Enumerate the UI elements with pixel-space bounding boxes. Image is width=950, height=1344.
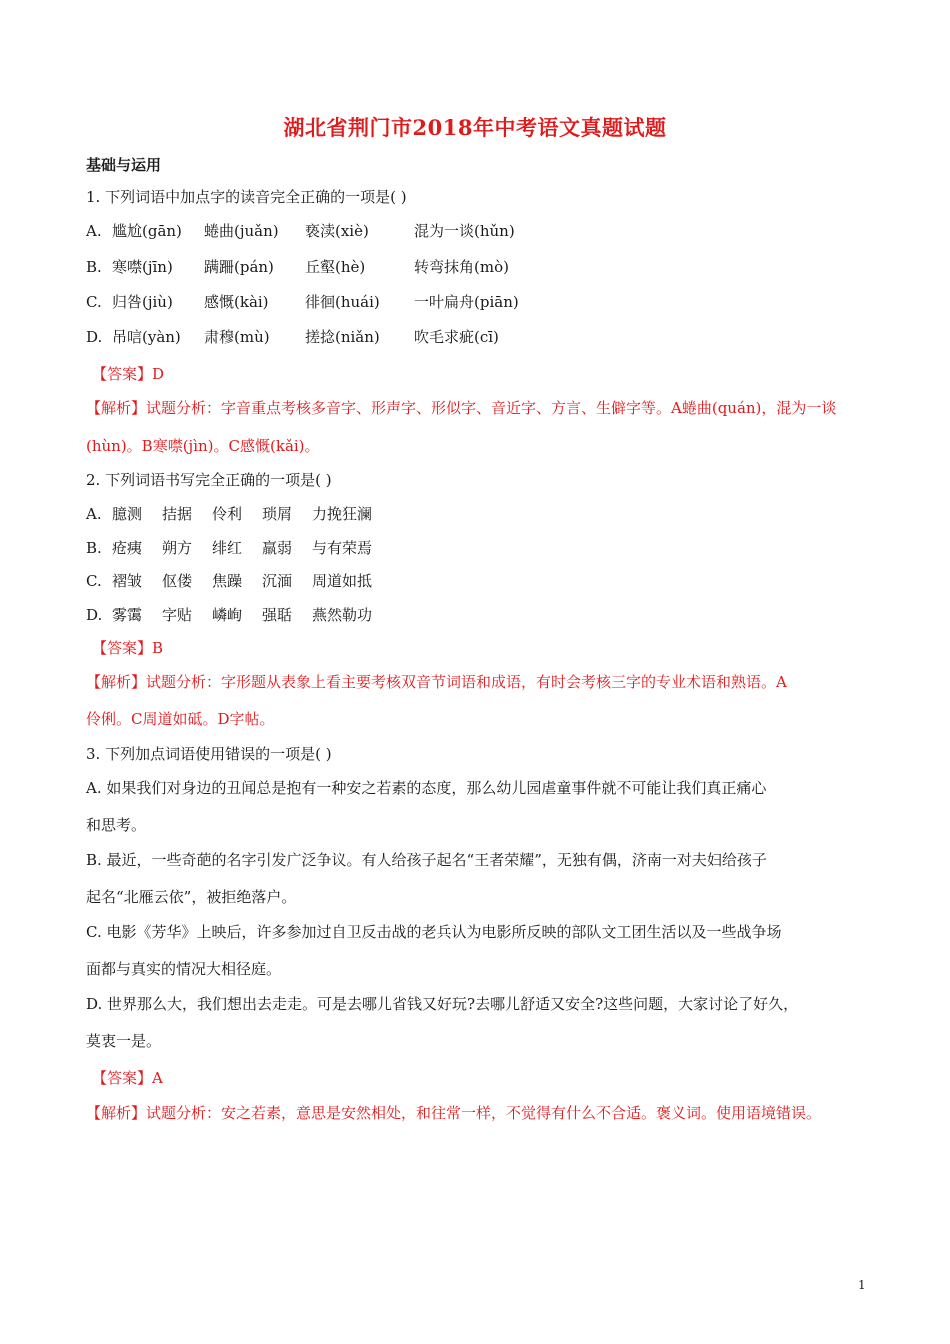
option-item: 周道如抵: [312, 572, 373, 590]
option-item: 吹毛求疵(cī): [414, 328, 499, 346]
option-item: 丘壑(hè): [305, 258, 366, 276]
option-label: C.: [86, 293, 102, 311]
option-label: B.: [86, 258, 102, 276]
q2-analysis-line-1: 【解析】试题分析：字形题从表象上看主要考核双音节词语和成语，有时会考核三字的专业术语和熟语。A: [86, 673, 787, 691]
page-number: 1: [858, 1278, 866, 1292]
option-item: 雾霭: [112, 606, 143, 624]
q3-option-d-line-2: 莫衷一是。: [86, 1032, 162, 1050]
q3-analysis: 【解析】试题分析：安之若素，意思是安然相处，和往常一样，不觉得有什么不合适。褒义词。使用语境错误。: [86, 1104, 822, 1122]
q2-option-c: [86, 571, 432, 591]
option-item: 臆测: [112, 505, 143, 523]
option-item: 沉湎: [262, 572, 293, 590]
option-label: A.: [86, 222, 102, 240]
q3-stem: 3. 下列加点词语使用错误的一项是( ): [86, 745, 332, 763]
option-item: 褶皱: [112, 572, 143, 590]
q2-option-a: [86, 504, 432, 524]
option-item: 强聒: [262, 606, 293, 624]
option-item: 朔方: [162, 539, 193, 557]
option-item: 一叶扁舟(piān): [414, 293, 519, 311]
option-item: 搓捻(niǎn): [305, 328, 380, 346]
option-label: B.: [86, 539, 102, 557]
q2-analysis-line-2: 伶俐。C周道如砥。D字帖。: [86, 710, 275, 728]
option-item: 蜷曲(juǎn): [204, 222, 279, 240]
q3-option-a-line-1: A. 如果我们对身边的丑闻总是抱有一种安之若素的态度，那么幼儿园虐童事件就不可能让我们真正痛心: [86, 779, 767, 797]
option-item: 羸弱: [262, 539, 293, 557]
option-item: 伶利: [212, 505, 243, 523]
q1-stem: 1. 下列词语中加点字的读音完全正确的一项是( ): [86, 188, 407, 206]
page-title: 湖北省荆门市2018年中考语文真题试题: [283, 115, 667, 140]
option-item: 疮痍: [112, 539, 143, 557]
option-item: 拮据: [162, 505, 193, 523]
q3-option-c-line-1: C. 电影《芳华》上映后，许多参加过自卫反击战的老兵认为电影所反映的部队文工团生活以及一些战争场: [86, 923, 782, 941]
q1-option-c: [86, 292, 554, 312]
option-item: 肃穆(mù): [204, 328, 270, 346]
option-item: 字贴: [162, 606, 193, 624]
option-item: 蹒跚(pán): [204, 258, 274, 276]
option-item: 寒噤(jīn): [112, 258, 173, 276]
option-item: 伛偻: [162, 572, 193, 590]
q3-option-b-line-1: B. 最近，一些奇葩的名字引发广泛争议。有人给孩子起名“王者荣耀”，无独有偶，济南一对夫妇给孩子: [86, 851, 767, 869]
q1-analysis-line-1: 【解析】试题分析：字音重点考核多音字、形声字、形似字、音近字、方言、生僻字等。A蜷曲(quán)，混为一谈: [86, 399, 837, 417]
q3-option-a-line-2: 和思考。: [86, 816, 147, 834]
q1-option-b: [86, 257, 554, 277]
q2-option-d: [86, 605, 432, 625]
q1-analysis-line-2: (hùn)。B寒噤(jìn)。C感慨(kǎi)。: [86, 437, 320, 455]
option-item: 亵渎(xiè): [305, 222, 369, 240]
option-item: 嶙峋: [212, 606, 243, 624]
option-label: C.: [86, 572, 102, 590]
option-item: 焦躁: [212, 572, 243, 590]
option-item: 琐屑: [262, 505, 293, 523]
q3-answer: 【答案】A: [92, 1069, 163, 1087]
q2-option-b: [86, 538, 432, 558]
option-label: D.: [86, 606, 103, 624]
option-item: 归咎(jiù): [112, 293, 173, 311]
q1-option-d: [86, 327, 554, 347]
option-item: 混为一谈(hǔn): [414, 222, 515, 240]
q2-answer: 【答案】B: [92, 639, 164, 657]
q3-option-c-line-2: 面都与真实的情况大相径庭。: [86, 960, 282, 978]
option-item: 力挽狂澜: [312, 505, 373, 523]
section-heading: 基础与运用: [86, 156, 162, 174]
q1-option-a: [86, 221, 554, 241]
q3-option-b-line-2: 起名“北雁云依”，被拒绝落户。: [86, 888, 297, 906]
q1-answer: 【答案】D: [92, 365, 165, 383]
option-item: 徘徊(huái): [305, 293, 380, 311]
option-item: 绯红: [212, 539, 243, 557]
q3-option-d-line-1: D. 世界那么大，我们想出去走走。可是去哪儿省钱又好玩?去哪儿舒适又安全?这些问题，大家讨论了好久，: [86, 995, 799, 1013]
q2-stem: 2. 下列词语书写完全正确的一项是( ): [86, 471, 332, 489]
option-label: A.: [86, 505, 102, 523]
option-item: 吊唁(yàn): [112, 328, 181, 346]
option-item: 感慨(kài): [204, 293, 269, 311]
option-label: D.: [86, 328, 103, 346]
option-item: 与有荣焉: [312, 539, 373, 557]
option-item: 燕然勒功: [312, 606, 373, 624]
option-item: 转弯抹角(mò): [414, 258, 509, 276]
option-item: 尴尬(gān): [112, 222, 182, 240]
